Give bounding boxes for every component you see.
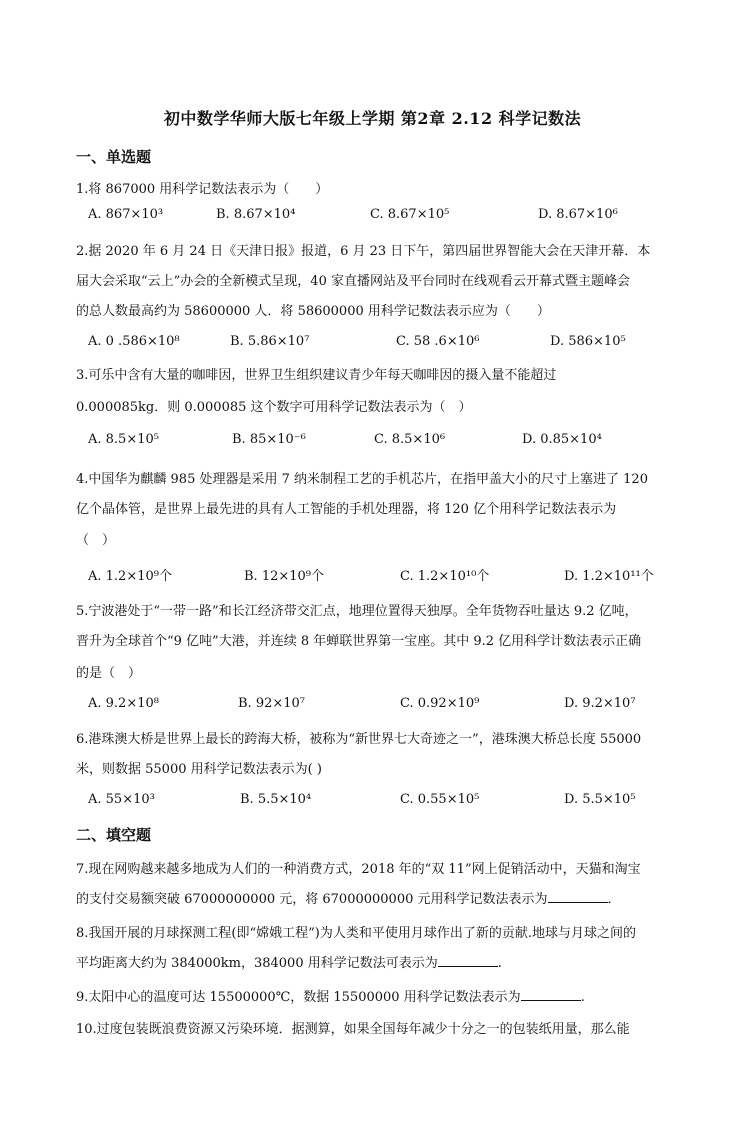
question-7-line-2-text: 的支付交易额突破 67000000000 元，将 67000000000 元用科学记数法表示为	[76, 892, 548, 907]
option-d[interactable]: D. 5.5×10⁵	[564, 792, 636, 807]
question-9-period: .	[580, 990, 585, 1005]
question-1-options	[88, 207, 708, 229]
question-4-line-3: （ ）	[76, 533, 116, 548]
question-2-line-2: 届大会采取“云上”办会的全新模式呈现，40 家直播网站及平台同时在线观看云开幕式暨主题峰会	[76, 274, 630, 289]
option-a[interactable]: A. 1.2×10⁹个	[88, 569, 172, 584]
question-2-options	[88, 334, 708, 356]
question-8-line-2	[76, 952, 502, 971]
question-9-text: 9.太阳中心的温度可达 15500000℃，数据 15500000 用科学记数法表示为	[76, 990, 521, 1005]
option-a[interactable]: A. 8.5×10⁵	[88, 432, 159, 447]
option-d[interactable]: D. 586×10⁵	[550, 334, 626, 349]
answer-blank[interactable]	[438, 953, 498, 967]
question-5-line-2: 晋升为全球首个“9 亿吨”大港，并连续 8 年蝉联世界第一宝座。其中 9.2 亿用科学计数法表示正确	[76, 634, 642, 649]
option-b[interactable]: B. 8.67×10⁴	[216, 207, 296, 222]
question-8-line-1: 8.我国开展的月球探测工程(即“嫦娥工程”)为人类和平使用月球作出了新的贡献.地球与月球之间的	[76, 926, 636, 941]
question-9-line-1	[76, 986, 585, 1005]
question-5-options	[88, 696, 708, 718]
question-7-line-1: 7.现在网购越来越多地成为人们的一种消费方式，2018 年的“双 11”网上促销活动中，天猫和淘宝	[76, 862, 641, 877]
question-6-line-1: 6.港珠澳大桥是世界上最长的跨海大桥，被称为“新世界七大奇迹之一”，港珠澳大桥总长度 55000	[76, 732, 642, 747]
question-4-options	[88, 565, 708, 587]
question-7-period: ．	[607, 892, 621, 907]
question-8-line-2-text: 平均距离大约为 384000km，384000 用科学记数法可表示为	[76, 956, 438, 971]
question-1-text: 1.将 867000 用科学记数法表示为（ ）	[76, 182, 329, 197]
question-5-line-3: 的是（ ）	[76, 666, 142, 681]
page-title: 初中数学华师大版七年级上学期 第2章 2.12 科学记数法	[163, 109, 582, 128]
question-3-line-1: 3.可乐中含有大量的咖啡因，世界卫生组织建议青少年每天咖啡因的摄入量不能超过	[76, 368, 557, 383]
answer-blank[interactable]	[521, 987, 581, 1001]
question-2-line-3: 的总人数最高约为 58600000 人．将 58600000 用科学记数法表示应为（ ）	[76, 304, 550, 319]
question-6-line-2: 米，则数据 55000 用科学记数法表示为( )	[76, 762, 322, 777]
option-b[interactable]: B. 5.5×10⁴	[240, 792, 312, 807]
option-a[interactable]: A. 9.2×10⁸	[88, 696, 159, 711]
question-2-line-1: 2.据 2020 年 6 月 24 日《天津日报》报道，6 月 23 日下午，第四届世界智能大会在天津开幕．本	[76, 244, 651, 259]
question-6-options	[88, 792, 708, 814]
question-5-line-1: 5.宁波港处于“一带一路”和长江经济带交汇点，地理位置得天独厚。全年货物吞吐量达 9.2 亿吨，	[76, 604, 638, 619]
option-c[interactable]: C. 8.5×10⁶	[374, 432, 446, 447]
option-c[interactable]: C. 0.92×10⁹	[400, 696, 480, 711]
question-7-line-2	[76, 888, 621, 907]
question-4-line-2: 亿个晶体管，是世界上最先进的具有人工智能的手机处理器，将 120 亿个用科学记数法表示为	[76, 502, 617, 517]
question-3-options	[88, 432, 708, 454]
option-b[interactable]: B. 12×10⁹个	[244, 569, 325, 584]
question-10-line-1: 10.过度包装既浪费资源又污染环境．据测算，如果全国每年减少十分之一的包装纸用量，那么能	[76, 1022, 630, 1037]
answer-blank[interactable]	[548, 889, 608, 903]
option-d[interactable]: D. 9.2×10⁷	[564, 696, 636, 711]
option-a[interactable]: A. 867×10³	[88, 207, 164, 222]
option-c[interactable]: C. 1.2×10¹⁰个	[400, 569, 490, 584]
section-heading-fill-blank: 二、填空题	[76, 826, 152, 844]
option-b[interactable]: B. 85×10⁻⁶	[232, 432, 306, 447]
option-b[interactable]: B. 92×10⁷	[238, 696, 306, 711]
question-3-line-2: 0.000085kg．则 0.000085 这个数字可用科学记数法表示为（ ）	[76, 400, 472, 415]
option-c[interactable]: C. 58 .6×10⁶	[396, 334, 480, 349]
option-c[interactable]: C. 8.67×10⁵	[370, 207, 450, 222]
option-b[interactable]: B. 5.86×10⁷	[230, 334, 310, 349]
option-a[interactable]: A. 55×10³	[88, 792, 155, 807]
option-d[interactable]: D. 0.85×10⁴	[522, 432, 602, 447]
question-4-line-1: 4.中国华为麒麟 985 处理器是采用 7 纳米制程工艺的手机芯片，在指甲盖大小的尺寸上塞进了 120	[76, 472, 648, 487]
option-d[interactable]: D. 8.67×10⁶	[538, 207, 618, 222]
option-a[interactable]: A. 0 .586×10⁸	[88, 334, 180, 349]
question-8-period: .	[497, 956, 502, 971]
option-d[interactable]: D. 1.2×10¹¹个	[564, 569, 654, 584]
option-c[interactable]: C. 0.55×10⁵	[400, 792, 480, 807]
section-heading-single-choice: 一、单选题	[76, 148, 152, 166]
